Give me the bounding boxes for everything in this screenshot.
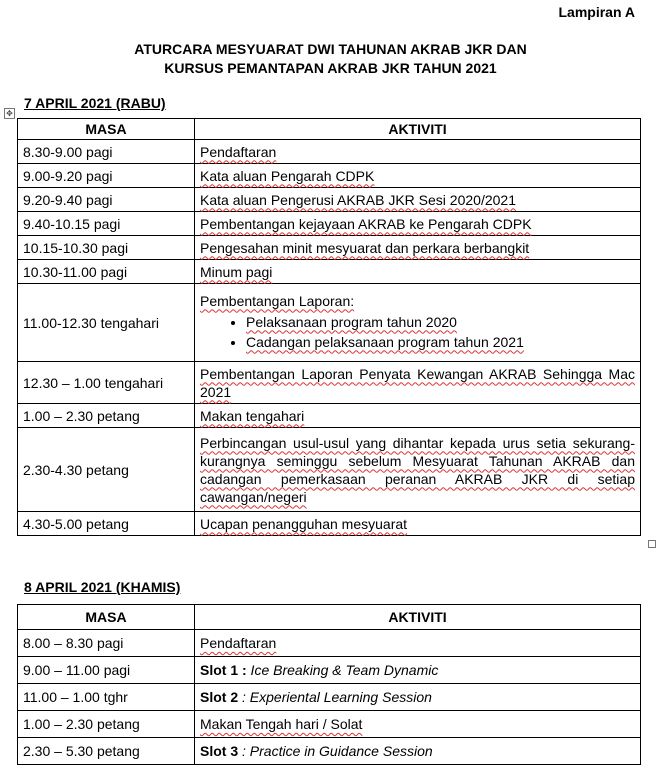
time-cell: 8.00 – 8.30 pagi (18, 630, 195, 657)
time-cell: 2.30 – 5.30 petang (18, 738, 195, 765)
activity-cell: Pembentangan Laporan Penyata Kewangan AKRAB Sehingga Mac 2021 (195, 362, 641, 404)
table-header-row (18, 605, 641, 630)
time-cell: 4.30-5.00 petang (18, 512, 195, 536)
table-row (18, 284, 641, 362)
slot-label: Slot 2 (200, 689, 239, 705)
table-row (18, 164, 641, 188)
column-header-aktiviti: AKTIVITI (195, 119, 641, 140)
activity-cell: Kata aluan Pengerusi AKRAB JKR Sesi 2020/2021 (195, 188, 641, 212)
table-row (18, 738, 641, 765)
day1-schedule-table (17, 118, 641, 536)
table-header-row (18, 119, 641, 140)
activity-cell: Slot 3 : Practice in Guidance Session (195, 738, 641, 765)
time-cell: 9.00-9.20 pagi (18, 164, 195, 188)
table-row (18, 188, 641, 212)
column-header-aktiviti: AKTIVITI (195, 605, 641, 630)
time-cell: 9.20-9.40 pagi (18, 188, 195, 212)
table-row (18, 711, 641, 738)
day1-heading: 7 APRIL 2021 (RABU) (24, 95, 166, 111)
activity-cell: Slot 2 : Experiental Learning Session (195, 684, 641, 711)
time-cell: 1.00 – 2.30 petang (18, 711, 195, 738)
time-cell: 12.30 – 1.00 tengahari (18, 362, 195, 404)
column-header-masa: MASA (18, 605, 195, 630)
time-cell: 10.15-10.30 pagi (18, 236, 195, 260)
list-item: • Cadangan pelaksanaan program tahun 2021 (246, 332, 635, 352)
day2-heading: 8 APRIL 2021 (KHAMIS) (24, 579, 181, 595)
table-row (18, 428, 641, 512)
table-row (18, 630, 641, 657)
activity-cell: Makan tengahari (195, 404, 641, 428)
time-cell: 9.00 – 11.00 pagi (18, 657, 195, 684)
table-move-handle-icon[interactable]: ✥ (4, 108, 15, 119)
slot-label: Slot 1 : (200, 662, 247, 678)
activity-cell: Ucapan penangguhan mesyuarat (195, 512, 641, 536)
time-cell: 9.40-10.15 pagi (18, 212, 195, 236)
table-row (18, 212, 641, 236)
lampiran-label: Lampiran A (558, 4, 635, 20)
table-row (18, 404, 641, 428)
table-row (18, 140, 641, 164)
time-cell: 2.30-4.30 petang (18, 428, 195, 512)
table-row (18, 260, 641, 284)
table-row (18, 362, 641, 404)
document-title (0, 40, 661, 78)
time-cell: 10.30-11.00 pagi (18, 260, 195, 284)
table-row (18, 657, 641, 684)
day2-schedule-table (17, 604, 641, 765)
time-cell: 11.00-12.30 tengahari (18, 284, 195, 362)
slot-label: Slot 3 (200, 743, 239, 759)
title-line-2: KURSUS PEMANTAPAN AKRAB JKR TAHUN 2021 (164, 60, 497, 76)
time-cell: 8.30-9.00 pagi (18, 140, 195, 164)
table-resize-handle-icon[interactable] (648, 540, 656, 548)
time-cell: 11.00 – 1.00 tghr (18, 684, 195, 711)
activity-cell: Pendaftaran (195, 630, 641, 657)
activity-cell: Pendaftaran (195, 140, 641, 164)
activity-cell: Makan Tengah hari / Solat (195, 711, 641, 738)
activity-cell: Perbincangan usul-usul yang dihantar kepada urus setia sekurang-kurangnya seminggu sebelum Mesyuarat Tahunan AKRAB dan cadangan pemerkasaan peranan AKRAB JKR di setiap cawangan/negeri (195, 428, 641, 512)
table-row (18, 684, 641, 711)
table-row (18, 236, 641, 260)
time-cell: 1.00 – 2.30 petang (18, 404, 195, 428)
activity-cell: Minum pagi (195, 260, 641, 284)
activity-cell: Pembentangan kejayaan AKRAB ke Pengarah CDPK (195, 212, 641, 236)
list-item: • Pelaksanaan program tahun 2020 (246, 312, 635, 332)
column-header-masa: MASA (18, 119, 195, 140)
bullet-list (200, 312, 635, 352)
activity-cell: Slot 1 : Ice Breaking & Team Dynamic (195, 657, 641, 684)
activity-cell: Kata aluan Pengarah CDPK (195, 164, 641, 188)
title-line-1: ATURCARA MESYUARAT DWI TAHUNAN AKRAB JKR DAN (134, 41, 527, 57)
table-row (18, 512, 641, 536)
activity-cell: Pembentangan Laporan: • Pelaksanaan program tahun 2020 • Cadangan pelaksanaan program tahun 2021 (195, 284, 641, 362)
activity-cell: Pengesahan minit mesyuarat dan perkara berbangkit (195, 236, 641, 260)
